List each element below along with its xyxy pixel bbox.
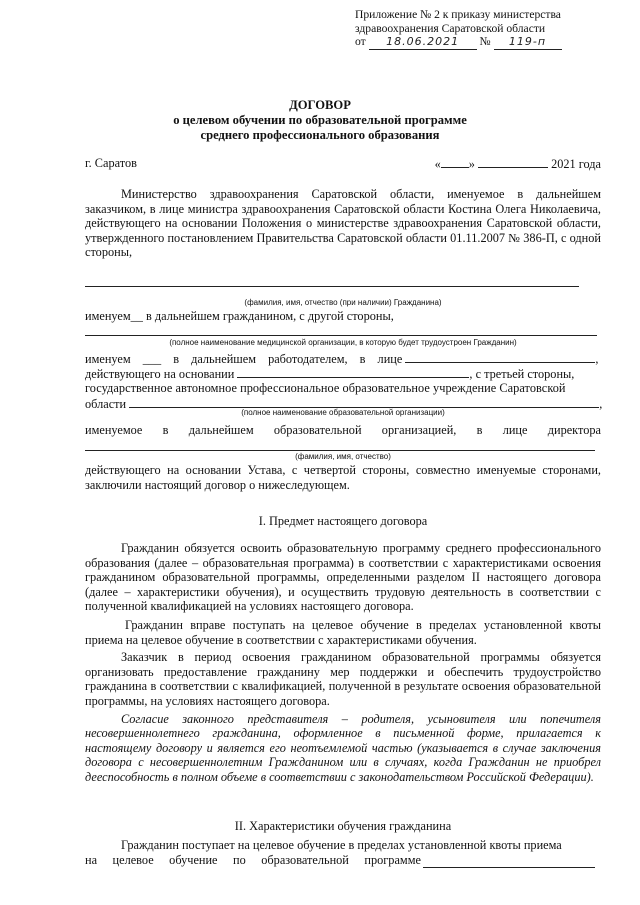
word: директора bbox=[547, 423, 601, 437]
appendix-date-field bbox=[369, 35, 477, 50]
citizen-caption: (фамилия, имя, отчество (при наличии) Гражданина) bbox=[244, 298, 442, 307]
day-blank bbox=[441, 156, 469, 168]
appendix-from-label: от bbox=[355, 35, 366, 48]
quote-open: « bbox=[434, 157, 441, 171]
appendix-date-handwritten: 18.06.2021 bbox=[386, 35, 460, 48]
city: г. Саратов bbox=[85, 156, 137, 170]
title-line-1: ДОГОВОР bbox=[289, 98, 351, 112]
word: в bbox=[162, 423, 169, 437]
appendix-date-row bbox=[355, 35, 605, 50]
word: программе bbox=[364, 853, 421, 867]
month-blank bbox=[478, 156, 548, 168]
word: на bbox=[85, 853, 98, 867]
word: по bbox=[233, 853, 246, 867]
section-1-paragraph-1: Гражданин обязуется освоить образовательную программу среднего профессионального образования (далее – образовательная программа) в соответствии с характеристиками освоения гражданином образовательной программы, определенными разделом II настоящего договора (далее – характеристики обучения), и осуществить трудовую деятельность в соответствии с полученной квалификацией на условиях настоящего договора. bbox=[85, 541, 601, 614]
employer-third-text: , с третьей стороны, bbox=[469, 367, 575, 381]
section-1-paragraph-2: Гражданин вправе поступать на целевое обучение в пределах установленной квоты приема на целевое обучение в соответствии с характеристиками обучения. bbox=[85, 617, 601, 647]
citizen-named-line bbox=[85, 309, 601, 324]
word: обучение bbox=[169, 853, 218, 867]
word: образовательной bbox=[273, 423, 362, 437]
place-date-row bbox=[85, 156, 601, 172]
preamble-closing-text: действующего на основании Устава, с четвертой стороны, совместно именуемые сторонами, заключили настоящий договор о нижеследующем. bbox=[85, 463, 601, 492]
title-line-2: о целевом обучении по образовательной программе bbox=[173, 113, 467, 127]
appendix-line-2: здравоохранения Саратовской области bbox=[355, 21, 546, 35]
preamble-text: Министерство здравоохранения Саратовской области, именуемое в дальнейшем заказчиком, в лице министра здравоохранения Саратовской области Костина Олега Николаевича, действующего на основании Положения о министерстве здравоохранения Саратовской области, утвержденного постановлением Правительства Саратовской области 01.11.2007 № 386-П, с одной стороны, bbox=[85, 187, 601, 260]
employer-named-line: именуем ___ в дальнейшем работодателем, в лице , bbox=[85, 352, 599, 366]
employer-basis-line bbox=[85, 366, 601, 382]
preamble-paragraph bbox=[85, 187, 601, 260]
school-named-line bbox=[85, 423, 601, 438]
school-caption: (полное наименование образовательной организации) bbox=[241, 408, 445, 417]
quote-close: » bbox=[468, 157, 475, 171]
preamble-closing bbox=[85, 463, 601, 492]
school-region-line: области , bbox=[85, 397, 603, 411]
word: дальнейшем bbox=[188, 423, 254, 437]
school-intro-line bbox=[85, 381, 601, 396]
director-caption: (фамилия, имя, отчество) bbox=[295, 452, 391, 461]
employer-named-text: именуем ___ в дальнейшем работодателем, в лице bbox=[85, 352, 403, 366]
appendix-number-field bbox=[494, 35, 562, 50]
year-label: 2021 года bbox=[551, 157, 601, 171]
employer-basis-text: действующего на основании bbox=[85, 367, 235, 381]
section-1-paragraph-4: Согласие законного представителя – родителя, усыновителя или попечителя несовершеннолетнего гражданина, оформленное в письменной форме, прилагается к настоящему договору и является его неотъемлемой частью (указывается в случае заключения договора с несовершеннолетним Гражданином или в случаях, когда Гражданин не приобрел дееспособность в полном объеме в соответствии с законодательством Российской Федерации). bbox=[85, 711, 601, 784]
section-2-words bbox=[85, 853, 421, 868]
section-2-line-1 bbox=[85, 838, 601, 853]
citizen-named-text: именуем__ в дальнейшем гражданином, с другой стороны, bbox=[85, 309, 394, 323]
appendix-block bbox=[355, 8, 605, 50]
appendix-number-sign: № bbox=[479, 35, 491, 48]
school-region-text: области bbox=[85, 397, 127, 411]
section-1-paragraph-3: Заказчик в период освоения гражданином образовательной программы обязуется организовать предоставление гражданину мер поддержки и обеспечить трудоустройство гражданина в соответствии с квалификацией, полученной в результате освоения образовательной программы, на условиях настоящего договора. bbox=[85, 650, 601, 708]
section-1-heading: I. Предмет настоящего договора bbox=[258, 514, 428, 528]
appendix-number-handwritten: 119-п bbox=[508, 35, 547, 48]
word: в bbox=[476, 423, 483, 437]
program-name-blank bbox=[423, 856, 595, 868]
section-2-line-1-text: Гражданин поступает на целевое обучение в пределах установленной квоты приема bbox=[121, 838, 562, 852]
citizen-name-line bbox=[85, 286, 579, 287]
employer-name-line bbox=[85, 335, 597, 336]
contract-date bbox=[435, 156, 601, 172]
section-2-line-2 bbox=[85, 853, 601, 868]
school-name-blank bbox=[129, 396, 599, 408]
director-name-line bbox=[85, 450, 595, 451]
word: лице bbox=[502, 423, 528, 437]
appendix-line-1: Приложение № 2 к приказу министерства bbox=[355, 8, 561, 21]
school-intro-text: государственное автономное профессиональное образовательное учреждение Саратовской bbox=[85, 381, 566, 395]
word: целевое bbox=[112, 853, 154, 867]
document-title bbox=[0, 98, 640, 143]
employer-basis-blank bbox=[237, 366, 469, 378]
employer-caption: (полное наименование медицинской организации, в которую будет трудоустроен Гражданин) bbox=[169, 338, 517, 347]
word: организацией, bbox=[381, 423, 457, 437]
section-1-body bbox=[85, 541, 601, 785]
employer-rep-blank bbox=[405, 351, 595, 363]
word: именуемое bbox=[85, 423, 143, 437]
title-line-3: среднего профессионального образования bbox=[200, 128, 440, 142]
word: образовательной bbox=[261, 853, 349, 867]
section-2-heading: II. Характеристики обучения гражданина bbox=[234, 819, 452, 833]
